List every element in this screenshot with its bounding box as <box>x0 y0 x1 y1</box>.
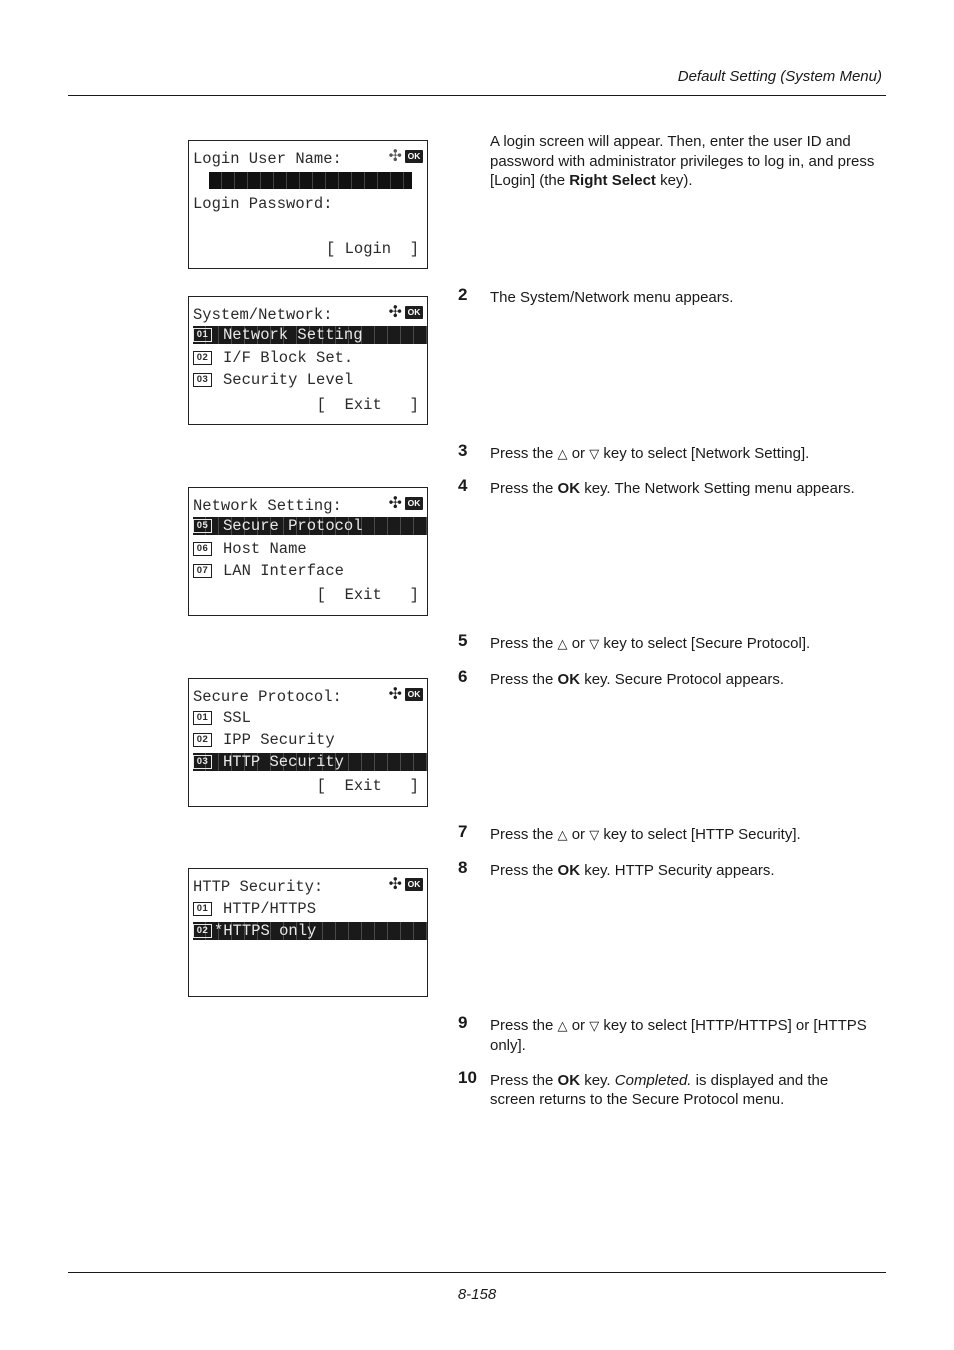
lcd-title: HTTP Security: <box>193 878 324 896</box>
arrow-keys-icon: ✣ <box>388 493 402 512</box>
menu-item-label: I/F Block Set. <box>223 349 354 367</box>
item-number: 01 <box>193 328 212 342</box>
item-number: 02 <box>193 924 212 938</box>
step-number: 7 <box>458 822 468 841</box>
step-text: Press the OK key. Secure Protocol appears. <box>490 671 785 688</box>
lcd-system-network-menu <box>188 296 428 425</box>
step-text: Press the △ or ▽ key to select [Secure Protocol]. <box>490 635 811 652</box>
menu-item-host-name <box>193 540 427 558</box>
menu-item-https-only <box>193 922 427 940</box>
menu-item-label: SSL <box>223 709 251 727</box>
menu-item-label: LAN Interface <box>223 562 344 580</box>
item-number: 02 <box>193 351 212 365</box>
step-text: Press the △ or ▽ key to select [HTTP/HTTPS] or [HTTPS only]. <box>490 1017 867 1054</box>
step-number: 4 <box>458 476 468 495</box>
exit-softkey: [ Exit ] <box>316 777 419 795</box>
ok-key-icon: OK <box>405 878 423 891</box>
ok-key-icon: OK <box>405 688 423 701</box>
menu-item-label: Security Level <box>223 371 354 389</box>
lcd-login-screen <box>188 140 428 269</box>
login-user-name-label: Login User Name: <box>193 150 342 168</box>
arrow-keys-icon: ✣ <box>388 684 402 703</box>
lcd-http-security-menu <box>188 868 428 997</box>
lcd-controls <box>388 146 423 165</box>
item-number: 01 <box>193 902 212 916</box>
step-number: 9 <box>458 1013 468 1032</box>
menu-item-label: Host Name <box>223 540 307 558</box>
lcd-title: System/Network: <box>193 306 333 324</box>
arrow-keys-icon: ✣ <box>388 302 402 321</box>
footer-rule <box>68 1272 886 1273</box>
step-text: Press the △ or ▽ key to select [Network Setting]. <box>490 445 810 462</box>
item-number: 05 <box>193 519 212 533</box>
header-rule <box>68 95 886 96</box>
item-number: 03 <box>193 373 212 387</box>
intro-text-end: key). <box>655 172 693 189</box>
ok-key-icon: OK <box>405 497 423 510</box>
step-text: Press the △ or ▽ key to select [HTTP Security]. <box>490 826 801 843</box>
item-number: 03 <box>193 755 212 769</box>
intro-text: A login screen will appear. Then, enter the user ID and password with administrator privileges to log in, and press [Login] (the <box>490 133 875 189</box>
menu-item-ssl <box>193 709 427 727</box>
item-number: 07 <box>193 564 212 578</box>
item-number: 01 <box>193 711 212 725</box>
menu-item-http-security <box>193 753 427 771</box>
arrow-keys-icon: ✣ <box>388 874 402 893</box>
menu-item-label: Network Setting <box>223 326 363 344</box>
step-number: 6 <box>458 667 468 686</box>
menu-item-label: HTTP Security <box>223 753 344 771</box>
ok-key-icon: OK <box>405 150 423 163</box>
lcd-controls <box>388 302 423 321</box>
up-key-icon: △ <box>557 447 568 462</box>
step-text: Press the OK key. Completed. is displayed and the screen returns to the Secure Protocol menu. <box>490 1072 829 1108</box>
menu-item-secure-protocol <box>193 517 427 535</box>
step-number: 8 <box>458 858 468 877</box>
down-key-icon: ▽ <box>589 637 600 652</box>
menu-item-label: HTTP/HTTPS <box>223 900 317 918</box>
lcd-secure-protocol-menu <box>188 678 428 807</box>
menu-item-lan-interface <box>193 562 427 580</box>
lcd-title: Network Setting: <box>193 497 342 515</box>
lcd-title: Secure Protocol: <box>193 688 342 706</box>
lcd-controls <box>388 874 423 893</box>
down-key-icon: ▽ <box>589 1019 600 1034</box>
item-number: 06 <box>193 542 212 556</box>
login-password-label: Login Password: <box>193 195 333 213</box>
item-number: 02 <box>193 733 212 747</box>
step-text: Press the OK key. HTTP Security appears. <box>490 862 775 879</box>
lcd-controls <box>388 684 423 703</box>
up-key-icon: △ <box>557 1019 568 1034</box>
down-key-icon: ▽ <box>589 828 600 843</box>
step-number: 5 <box>458 631 468 650</box>
down-key-icon: ▽ <box>589 447 600 462</box>
menu-item-label: IPP Security <box>223 731 335 749</box>
page-number: 8-158 <box>457 1286 497 1303</box>
up-key-icon: △ <box>557 828 568 843</box>
intro-key-name: Right Select <box>569 172 656 189</box>
step-number: 2 <box>458 285 468 304</box>
ok-key-icon: OK <box>405 306 423 319</box>
exit-softkey: [ Exit ] <box>316 586 419 604</box>
intro-paragraph <box>490 132 890 191</box>
step-number: 3 <box>458 441 468 460</box>
step-text: The System/Network menu appears. <box>490 289 734 306</box>
up-key-icon: △ <box>557 637 568 652</box>
menu-item-network-setting <box>193 326 427 344</box>
lcd-controls <box>388 493 423 512</box>
exit-softkey: [ Exit ] <box>316 396 419 414</box>
login-softkey: [ Login ] <box>325 240 419 258</box>
menu-item-label: Secure Protocol <box>223 517 363 535</box>
login-user-name-field <box>209 172 412 189</box>
menu-item-http-https <box>193 900 427 918</box>
arrow-keys-icon: ✣ <box>388 146 402 165</box>
step-number: 10 <box>458 1068 477 1087</box>
menu-item-label: *HTTPS only <box>214 922 317 940</box>
menu-item-security-level <box>193 371 427 389</box>
menu-item-ipp-security <box>193 731 427 749</box>
lcd-network-setting-menu <box>188 487 428 616</box>
page-header-title: Default Setting (System Menu) <box>677 68 882 85</box>
menu-item-if-block-set <box>193 349 427 367</box>
step-text: Press the OK key. The Network Setting menu appears. <box>490 480 855 497</box>
